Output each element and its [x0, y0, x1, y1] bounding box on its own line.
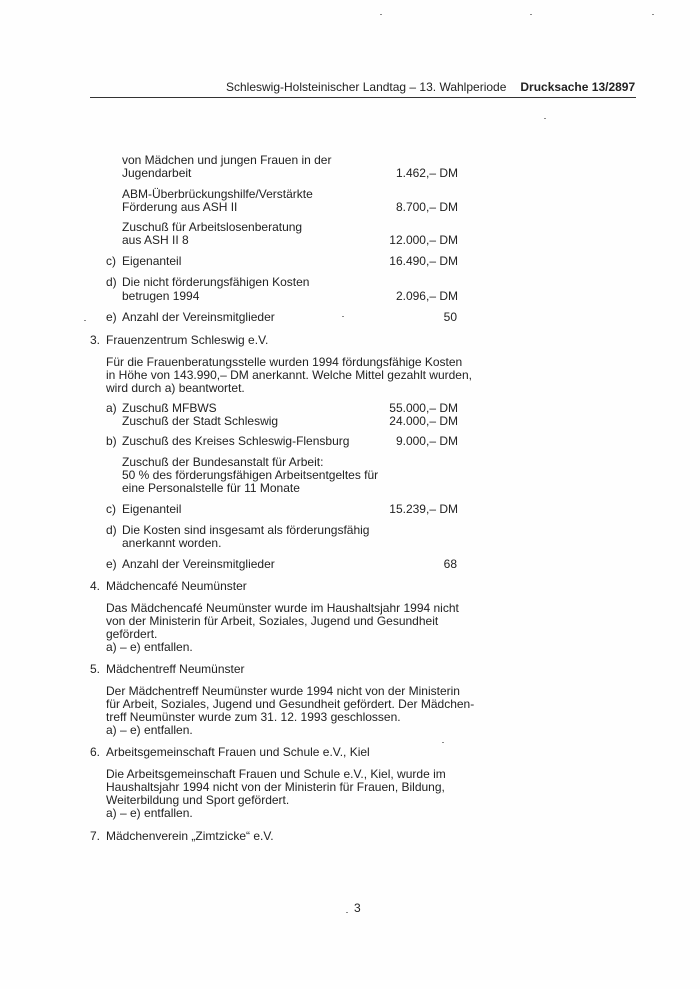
s5-number: 5. — [90, 662, 101, 676]
s5-title: Mädchentreff Neumünster — [106, 662, 245, 676]
s3-a-marker: a) — [106, 401, 117, 415]
s3-b-label: Zuschuß des Kreises Schleswig-Flensburg — [122, 434, 350, 448]
header-title: Schleswig-Holsteinischer Landtag – 13. Wahlperiode — [226, 80, 507, 94]
s3-a-label-l2: Zuschuß der Stadt Schleswig — [122, 414, 279, 428]
s2-row1-label-l2: Jugendarbeit — [122, 166, 192, 180]
s2-row1-amount: 1.462,– DM — [395, 166, 458, 180]
scan-speck — [342, 316, 344, 317]
s2-e-marker: e) — [106, 310, 117, 324]
s2-row3-label-l2: aus ASH II 8 — [122, 233, 189, 247]
s3-intro-l3: wird durch a) beantwortet. — [106, 381, 245, 395]
s4-number: 4. — [90, 579, 101, 593]
s3-b-marker: b) — [106, 434, 117, 448]
s3-e-label: Anzahl der Vereinsmitglieder — [122, 557, 275, 571]
s2-row1-label-l1: von Mädchen und jungen Frauen in der — [122, 153, 332, 167]
s5-line2: für Arbeit, Soziales, Jugend und Gesundheit gefördert. Der Mädchen- — [106, 697, 475, 711]
s2-d-marker: d) — [106, 275, 117, 289]
s2-d-label-l2: betrugen 1994 — [122, 289, 200, 303]
s7-title: Mädchenverein „Zimtzicke“ e.V. — [106, 829, 274, 843]
s2-row3-amount: 12.000,– DM — [389, 233, 458, 247]
s3-a-amount-l1: 55.000,– DM — [389, 401, 458, 415]
s6-line1: Die Arbeitsgemeinschaft Frauen und Schule e.V., Kiel, wurde im — [106, 767, 446, 781]
s2-row3-label-l1: Zuschuß für Arbeitslosenberatung — [122, 220, 303, 234]
page-header — [226, 81, 635, 94]
s3-number: 3. — [90, 333, 101, 347]
s3-d-marker: d) — [106, 523, 117, 537]
s3-d-label-l1: Die Kosten sind insgesamt als förderungsfähig — [122, 523, 370, 537]
scan-speck — [84, 320, 86, 321]
s5-line1: Der Mädchentreff Neumünster wurde 1994 nicht von der Ministerin — [106, 684, 460, 698]
scan-speck — [652, 14, 654, 15]
s3-a-amount-l2: 24.000,– DM — [389, 414, 458, 428]
s3-d-label-l2: anerkannt worden. — [122, 536, 222, 550]
s3-intro-l2: in Höhe von 143.990,– DM anerkannt. Welche Mittel gezahlt wurden, — [106, 368, 472, 382]
s2-row2-label-l2: Förderung aus ASH II — [122, 200, 238, 214]
s2-c-amount: 16.490,– DM — [389, 254, 458, 268]
s5-line3: treff Neumünster wurde zum 31. 12. 1993 geschlossen. — [106, 710, 401, 724]
s4-line4: a) – e) entfallen. — [106, 640, 193, 654]
s4-line2: von der Ministerin für Arbeit, Soziales, Jugend und Gesundheit — [106, 614, 439, 628]
s6-line4: a) – e) entfallen. — [106, 806, 193, 820]
page-number: 3 — [354, 901, 361, 915]
s3-e-amount: 68 — [443, 557, 457, 571]
s4-title: Mädchencafé Neumünster — [106, 579, 247, 593]
s6-line3: Weiterbildung und Sport gefördert. — [106, 793, 290, 807]
s3-bundes-l2: 50 % des förderungsfähigen Arbeitsentgeltes für — [122, 468, 379, 482]
s2-e-label: Anzahl der Vereinsmitglieder — [122, 310, 275, 324]
s4-line1: Das Mädchencafé Neumünster wurde im Haushaltsjahr 1994 nicht — [106, 601, 459, 615]
s2-e-amount: 50 — [443, 310, 457, 324]
s6-title: Arbeitsgemeinschaft Frauen und Schule e.V., Kiel — [106, 745, 370, 759]
header-drucksache: Drucksache 13/2897 — [520, 80, 636, 94]
scan-speck — [530, 14, 532, 15]
s2-d-amount: 2.096,– DM — [395, 289, 458, 303]
scan-speck — [442, 742, 444, 743]
scan-speck — [380, 14, 382, 15]
s4-line3: gefördert. — [106, 627, 158, 641]
s3-c-amount: 15.239,– DM — [389, 502, 458, 516]
s3-b-amount: 9.000,– DM — [395, 434, 458, 448]
s6-number: 6. — [90, 745, 101, 759]
s7-number: 7. — [90, 829, 101, 843]
s2-d-label-l1: Die nicht förderungsfähigen Kosten — [122, 275, 310, 289]
s3-bundes-l1: Zuschuß der Bundesanstalt für Arbeit: — [122, 455, 324, 469]
s3-c-label: Eigenanteil — [122, 502, 182, 516]
s5-line4: a) – e) entfallen. — [106, 723, 193, 737]
scan-speck — [544, 118, 546, 119]
s3-a-label-l1: Zuschuß MFBWS — [122, 401, 217, 415]
scan-speck — [346, 912, 348, 913]
s3-e-marker: e) — [106, 557, 117, 571]
s6-line2: Haushaltsjahr 1994 nicht von der Ministerin für Frauen, Bildung, — [106, 780, 445, 794]
s2-row2-amount: 8.700,– DM — [395, 200, 458, 214]
s3-intro-l1: Für die Frauenberatungsstelle wurden 1994 fördungsfähige Kosten — [106, 355, 463, 369]
s3-title: Frauenzentrum Schleswig e.V. — [106, 333, 269, 347]
s3-bundes-l3: eine Personalstelle für 11 Monate — [122, 481, 300, 495]
s2-row2-label-l1: ABM-Überbrückungshilfe/Verstärkte — [122, 187, 313, 201]
header-rule — [90, 97, 636, 98]
s2-c-marker: c) — [106, 254, 116, 268]
s2-c-label: Eigenanteil — [122, 254, 182, 268]
s3-c-marker: c) — [106, 502, 116, 516]
